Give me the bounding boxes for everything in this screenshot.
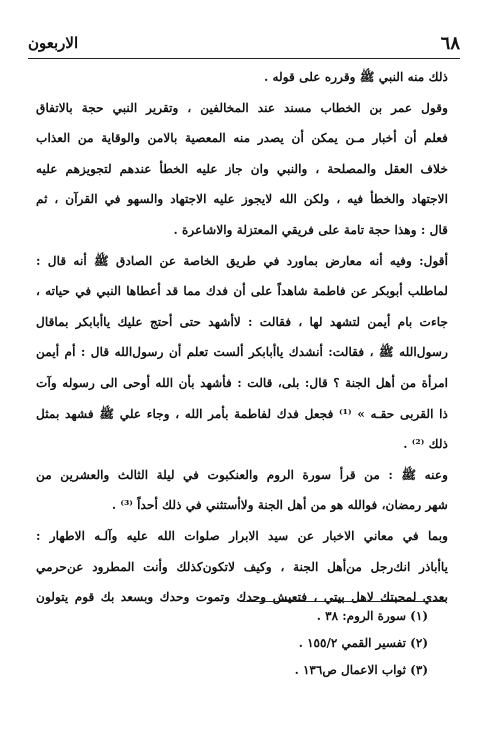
text-line: ياأباذر انك‌رجل من‌أهل الجنة ، وكيف لاتكون‌كذلك وأنت المطرود عن‌حرمي — [36, 559, 448, 574]
text-line: ذلك منه النبي ﷺ وقرره على قوله . — [264, 70, 448, 84]
text-line: خلاف العقل والمصلحة ، والنبي وان جاز عليه الخطأ عندهم لتجويزهم عليه — [36, 161, 448, 176]
text-line: قال : وهذا حجة تامة على فريقي المعتزلة والاشاعرة . — [173, 222, 448, 237]
text-line: ذلك ⁽²⁾ . — [403, 437, 448, 452]
text-line: وبما في معاني الاخبار عن سيد الابرار صلوات الله عليه وآلـه الاطهار : — [36, 528, 448, 543]
footnote-2: (٢) تفسير القمي ١٥٥/٢ . — [298, 636, 428, 650]
footnotes — [295, 603, 428, 684]
text-line: فعلم أن أخبار مـن يمكن أن يصدر منه المعصية بالامن والوقاية من العذاب — [36, 131, 448, 146]
footnote-3: (٣) ثواب الاعمال ص١٣٦ . — [294, 663, 428, 677]
text-line: رسول‌الله ﷺ ، فقالت: أنشدك ياأبابكر ألست تعلم أن رسول‌الله قال : أم أيمن — [36, 345, 448, 360]
text-line: شهر رمضان، فوالله هو من أهل الجنة ولاأستثني في ذلك أحداً ⁽³⁾ . — [111, 498, 448, 513]
text-line: أقول: وفيه أنه معارض بماورد في طريق الخاصة عن الصادق ﷺ أنه قال : — [36, 253, 448, 268]
text-line: جاءت بام أيمن لتشهد لها ، فقالت : لاأشهد حتى أحتج عليك ياأبابكر بماقال — [36, 314, 448, 329]
text-line: وقول عمر بن الخطاب مسند عند المخالفين ، وتقرير النبي حجة بالاتفاق — [36, 100, 448, 115]
page-header — [28, 28, 460, 59]
page-number: ٦٨ — [440, 32, 460, 54]
text-line: ذا القربى حقـه » ⁽¹⁾ فجعل فدك لفاطمة بأمر الله ، وجاء علي ﷺ فشهد بمثل — [36, 406, 448, 421]
main-text — [36, 62, 448, 613]
text-line: الاجتهاد والخطأ فيه ، ولكن الله لايجوز عليه الاجتهاد والسهو في القرآن ، ثم — [36, 192, 448, 207]
text-line: وعنه ﷺ : من قرأ سورة الروم والعنكبوت في ليلة الثالث والعشرين من — [36, 467, 448, 482]
running-title: الاربعون — [28, 34, 79, 52]
footnote-divider — [240, 601, 446, 602]
text-line: امرأة من أهل الجنة ؟ قال: بلى، قالت : فأشهد بأن الله أوحى الى رسوله وآت — [36, 375, 448, 390]
footnote-1: (١) سورة الروم: ٣٨ . — [316, 609, 428, 623]
text-line: لماطلب أبوبكر عن فاطمة شاهداً على أن فدك مما قد أعطاها النبي في حياته ، — [36, 284, 448, 299]
text-line: بعدي لمحبتك لاهل بيتي ، فتعيش وحدك وتموت وحدك وبسعد بك قوم يتولون — [36, 590, 448, 605]
